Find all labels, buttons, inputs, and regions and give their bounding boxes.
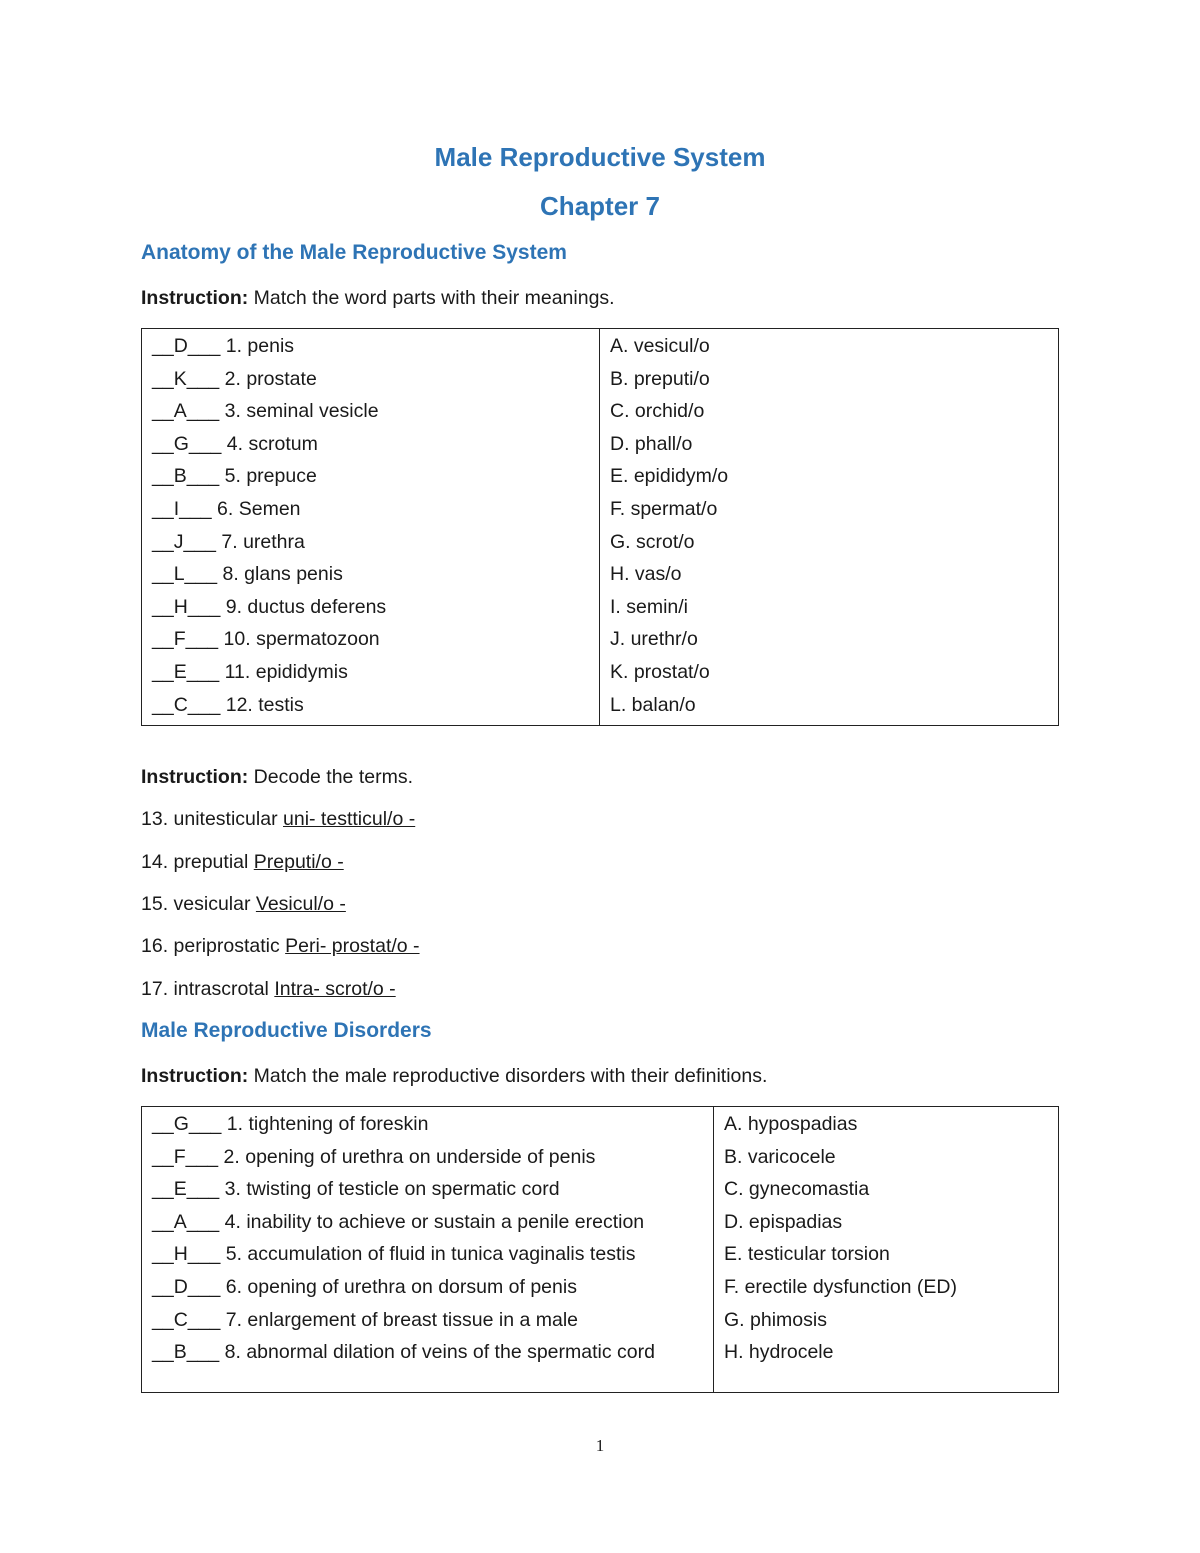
table-row: __B___ 5. prepuce (152, 465, 317, 488)
decode-item (141, 935, 420, 958)
decode-answer: Intra- scrot/o - (274, 978, 396, 1000)
table-row: __C___ 7. enlargement of breast tissue in a male (152, 1308, 579, 1331)
word-parts-terms-column (142, 329, 600, 726)
table-row: G. scrot/o (610, 530, 695, 553)
table-row: J. urethr/o (610, 628, 698, 651)
table-row: __H___ 5. accumulation of fluid in tunica vaginalis testis (152, 1243, 636, 1266)
table-row: __C___ 12. testis (152, 693, 304, 716)
table-row: A. vesicul/o (610, 335, 710, 357)
table-row: K. prostat/o (610, 660, 710, 683)
decode-term: 15. vesicular (141, 893, 256, 915)
instruction-text: Decode the terms. (248, 766, 413, 788)
table-row: G. phimosis (724, 1308, 827, 1331)
document-title: Male Reproductive System (434, 142, 766, 172)
section1-instruction (141, 287, 615, 310)
table-row: F. erectile dysfunction (ED) (724, 1275, 958, 1298)
table-row: E. testicular torsion (724, 1243, 890, 1266)
table-row: F. spermat/o (610, 497, 718, 520)
table-row: H. vas/o (610, 563, 682, 586)
decode-instruction (141, 766, 413, 789)
table-row: B. varicocele (724, 1145, 836, 1168)
table-row: E. epididym/o (610, 465, 729, 488)
table-row: __E___ 11. epididymis (152, 660, 348, 683)
table-row: __K___ 2. prostate (152, 367, 317, 390)
section1-heading: Anatomy of the Male Reproductive System (141, 241, 567, 264)
table-row: D. epispadias (724, 1210, 843, 1233)
table-row: __D___ 6. opening of urethra on dorsum of penis (152, 1275, 577, 1298)
word-parts-meanings-column (600, 329, 1059, 726)
table-row: C. orchid/o (610, 400, 705, 423)
table-row: __D___ 1. penis (152, 335, 295, 357)
disorders-table (141, 1106, 1059, 1393)
page-number: 1 (595, 1436, 605, 1455)
decode-item (141, 808, 415, 831)
table-row: __A___ 4. inability to achieve or sustain a penile erection (152, 1210, 645, 1233)
table-row: D. phall/o (610, 432, 693, 455)
decode-item (141, 893, 346, 916)
table-row: __B___ 8. abnormal dilation of veins of the spermatic cord (152, 1341, 655, 1364)
section2-instruction (141, 1065, 767, 1088)
table-row: __G___ 4. scrotum (152, 432, 318, 455)
instruction-label: Instruction: (141, 766, 249, 788)
table-row: __J___ 7. urethra (152, 530, 305, 553)
table-row: I. semin/i (610, 595, 689, 618)
table-row: A. hypospadias (724, 1113, 858, 1135)
table-row: __A___ 3. seminal vesicle (152, 400, 379, 423)
decode-term: 14. preputial (141, 851, 254, 873)
table-row: H. hydrocele (724, 1341, 834, 1364)
table-row: __F___ 2. opening of urethra on underside of penis (152, 1145, 596, 1168)
table-row: C. gynecomastia (724, 1178, 870, 1201)
decode-answer: Vesicul/o - (255, 893, 346, 915)
decode-answer: Preputi/o - (253, 851, 344, 873)
chapter-title: Chapter 7 (540, 191, 660, 221)
section2-heading: Male Reproductive Disorders (141, 1019, 432, 1042)
decode-item (141, 978, 396, 1001)
table-row: B. preputi/o (610, 367, 710, 390)
word-parts-table (141, 328, 1059, 726)
instruction-label: Instruction: (141, 1065, 249, 1087)
instruction-text: Match the word parts with their meanings. (248, 287, 615, 309)
table-row: __F___ 10. spermatozoon (152, 628, 380, 651)
disorders-definitions-column (142, 1107, 714, 1393)
table-row: __I___ 6. Semen (152, 497, 301, 520)
decode-answer: Peri- prostat/o - (285, 935, 420, 957)
instruction-text: Match the male reproductive disorders with their definitions. (248, 1065, 768, 1087)
table-row: __H___ 9. ductus deferens (152, 595, 387, 618)
decode-item (141, 851, 344, 874)
decode-answer: uni- testticul/o - (283, 808, 416, 830)
table-row: __L___ 8. glans penis (152, 563, 343, 586)
decode-term: 16. periprostatic (141, 935, 286, 957)
instruction-label: Instruction: (141, 287, 249, 309)
disorders-names-column (714, 1107, 1059, 1393)
decode-term: 17. intrascrotal (141, 978, 275, 1000)
table-row: __E___ 3. twisting of testicle on spermatic cord (152, 1178, 560, 1201)
table-row: __G___ 1. tightening of foreskin (152, 1113, 429, 1135)
table-row: L. balan/o (610, 693, 696, 716)
decode-term: 13. unitesticular (141, 808, 283, 830)
